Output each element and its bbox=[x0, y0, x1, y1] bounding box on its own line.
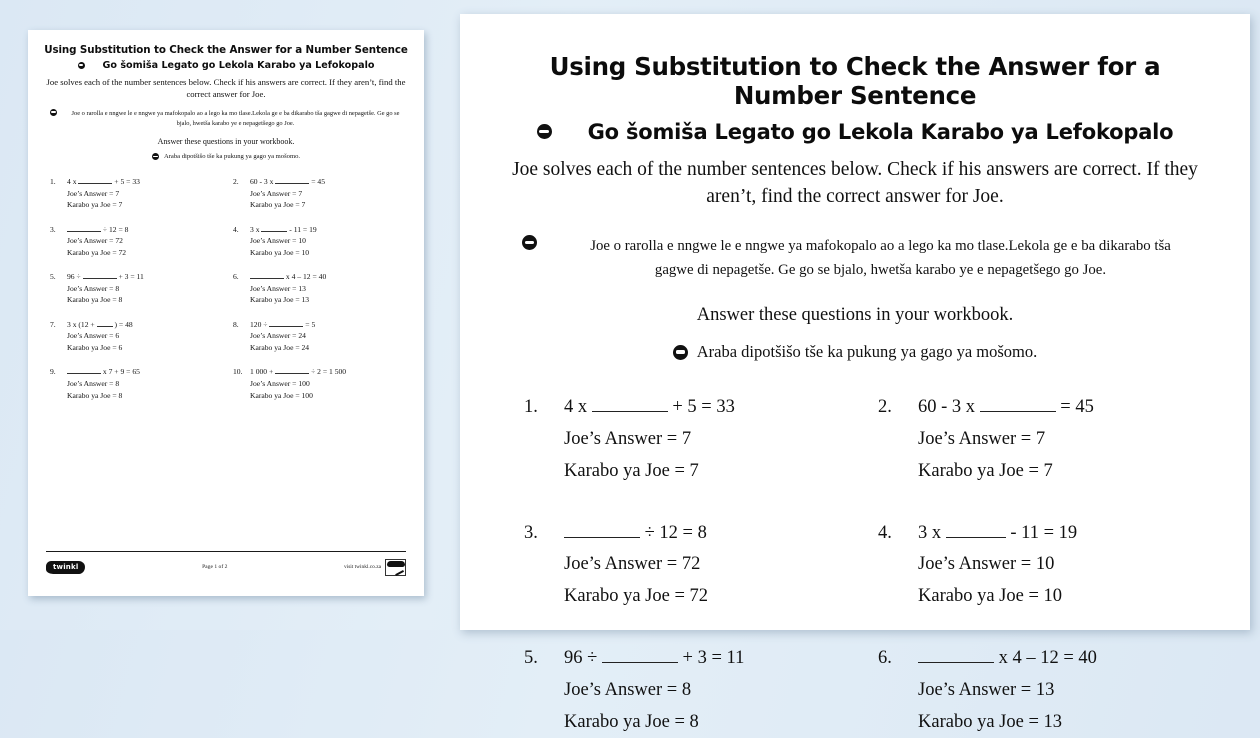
karabo-ya-joe-line: Karabo ya Joe = 13 bbox=[250, 295, 310, 305]
equation-right: + 3 = 11 bbox=[116, 272, 144, 282]
question-body bbox=[250, 224, 404, 259]
question-number: 4. bbox=[233, 224, 239, 234]
joes-answer-line: Joe’s Answer = 8 bbox=[564, 679, 692, 700]
joes-answer-line: Joe’s Answer = 8 bbox=[67, 379, 120, 389]
question-body bbox=[564, 643, 852, 738]
question-number: 2. bbox=[878, 397, 892, 418]
equation-left: 120 ÷ bbox=[250, 319, 270, 329]
question-body bbox=[918, 643, 1206, 738]
answer-blank[interactable] bbox=[83, 278, 117, 279]
question-item bbox=[233, 366, 404, 401]
page-title: Using Substitution to Check the Answer for a Number Sentence bbox=[549, 52, 1161, 111]
question-equation bbox=[250, 366, 404, 378]
workbook-instruction: Answer these questions in your workbook. bbox=[696, 305, 1014, 326]
thumbnail-footer-divider bbox=[46, 551, 406, 552]
question-item bbox=[50, 366, 221, 401]
equation-right: x 4 – 12 = 40 bbox=[994, 647, 1097, 668]
karabo-ya-joe-line: Karabo ya Joe = 24 bbox=[250, 342, 310, 352]
equation-left: 4 x bbox=[67, 177, 79, 187]
equation-right: ) = 48 bbox=[112, 319, 133, 329]
question-body bbox=[250, 319, 404, 354]
equation-right: x 7 + 9 = 65 bbox=[101, 367, 140, 377]
footer-url: visit twinkl.co.za bbox=[344, 564, 381, 570]
equation-left: 3 x (12 + bbox=[67, 319, 97, 329]
answer-blank[interactable] bbox=[97, 326, 113, 327]
question-body bbox=[564, 392, 852, 487]
thumbnail-araba-row bbox=[44, 153, 408, 160]
question-body bbox=[67, 366, 221, 401]
question-item bbox=[233, 271, 404, 306]
question-number: 1. bbox=[524, 397, 538, 418]
equation-right: + 5 = 33 bbox=[112, 177, 140, 187]
worksheet-main-page[interactable] bbox=[460, 14, 1250, 732]
equation-left: 4 x bbox=[564, 397, 592, 418]
joes-answer-line: Joe’s Answer = 7 bbox=[564, 428, 692, 449]
question-equation bbox=[67, 224, 221, 236]
question-body bbox=[918, 518, 1206, 613]
karabo-ya-joe-line: Karabo ya Joe = 7 bbox=[918, 460, 1053, 481]
joes-answer-line: Joe’s Answer = 10 bbox=[918, 554, 1055, 575]
question-item bbox=[878, 392, 1206, 487]
answer-blank[interactable] bbox=[261, 231, 287, 232]
twinkl-badge-icon bbox=[50, 109, 57, 116]
araba-row bbox=[498, 342, 1212, 362]
answer-blank[interactable] bbox=[592, 411, 668, 412]
question-body bbox=[250, 366, 404, 401]
equation-left: 96 ÷ bbox=[67, 272, 83, 282]
question-number: 9. bbox=[50, 367, 56, 377]
question-equation bbox=[67, 271, 221, 283]
karabo-ya-joe-line: Karabo ya Joe = 72 bbox=[564, 586, 708, 607]
question-equation bbox=[67, 176, 221, 188]
twinkl-badge-icon bbox=[537, 124, 552, 139]
twinkl-badge-icon bbox=[152, 153, 159, 160]
question-body bbox=[918, 392, 1206, 487]
question-item bbox=[50, 176, 221, 211]
thumbnail-footer bbox=[46, 554, 406, 580]
equation-right: = 5 bbox=[303, 319, 316, 329]
answer-blank[interactable] bbox=[67, 373, 101, 374]
question-item bbox=[524, 643, 852, 738]
answer-blank[interactable] bbox=[602, 662, 678, 663]
question-item bbox=[878, 518, 1206, 613]
question-number: 3. bbox=[524, 522, 538, 543]
question-number: 6. bbox=[233, 272, 239, 282]
thumbnail-workbook-instruction: Answer these questions in your workbook. bbox=[157, 137, 295, 147]
karabo-ya-joe-line: Karabo ya Joe = 10 bbox=[918, 586, 1062, 607]
question-number: 1. bbox=[50, 177, 56, 187]
karabo-ya-joe-line: Karabo ya Joe = 7 bbox=[67, 200, 123, 210]
karabo-ya-joe-line: Karabo ya Joe = 7 bbox=[250, 200, 306, 210]
joes-answer-line: Joe’s Answer = 72 bbox=[67, 236, 123, 246]
equation-right: ÷ 12 = 8 bbox=[640, 522, 707, 543]
question-equation bbox=[67, 366, 221, 378]
thumbnail-sepedi-text: Joe o rarolla e nngwe le e nngwe ya mafokopalo ao a lego ka mo tlase.Lekola ge e ba dikarabo tša gagwe di nepagetše. Ge go se bjalo, hwetša karabo ye e nepagetšego go Joe. bbox=[71, 109, 400, 127]
equation-right: ÷ 12 = 8 bbox=[101, 224, 129, 234]
question-equation bbox=[67, 319, 221, 331]
question-body bbox=[250, 176, 404, 211]
question-equation bbox=[918, 643, 1206, 675]
joes-answer-line: Joe’s Answer = 100 bbox=[250, 379, 310, 389]
equation-right: ÷ 2 = 1 500 bbox=[309, 367, 347, 377]
answer-blank[interactable] bbox=[564, 537, 640, 538]
joes-answer-line: Joe’s Answer = 13 bbox=[918, 679, 1055, 700]
answer-blank[interactable] bbox=[67, 231, 101, 232]
answer-blank[interactable] bbox=[980, 411, 1056, 412]
equation-right: - 11 = 19 bbox=[1005, 522, 1078, 543]
equation-left: 1 000 + bbox=[250, 367, 276, 377]
twinkl-mark-icon bbox=[385, 559, 406, 576]
thumbnail-subtitle-row bbox=[44, 60, 408, 71]
karabo-ya-joe-line: Karabo ya Joe = 13 bbox=[918, 711, 1062, 732]
answer-blank[interactable] bbox=[918, 662, 994, 663]
workbook-instruction-sepedi: Araba dipotšišo tše ka pukung ya gago ya mošomo. bbox=[696, 342, 1038, 362]
karabo-ya-joe-line: Karabo ya Joe = 6 bbox=[67, 342, 123, 352]
page-subtitle: Go šomiša Legato go Lekola Karabo ya Lefokopalo bbox=[587, 119, 1174, 144]
question-number: 7. bbox=[50, 319, 56, 329]
question-item bbox=[524, 518, 852, 613]
question-item bbox=[233, 224, 404, 259]
question-equation bbox=[250, 224, 404, 236]
answer-blank[interactable] bbox=[269, 326, 303, 327]
joes-answer-line: Joe’s Answer = 72 bbox=[564, 554, 701, 575]
footer-page-number: Page 1 of 2 bbox=[202, 564, 228, 570]
intro-text: Joe solves each of the number sentences below. Check if his answers are correct. If they aren’t, find the correct answer for Joe. bbox=[512, 158, 1198, 208]
question-equation bbox=[250, 176, 404, 188]
question-number: 5. bbox=[50, 272, 56, 282]
karabo-ya-joe-line: Karabo ya Joe = 100 bbox=[250, 390, 313, 400]
equation-left: 3 x bbox=[250, 224, 262, 234]
sepedi-intro-text: Joe o rarolla e nngwe le e nngwe ya mafokopalo ao a lego ka mo tlase.Lekola ge e ba dikarabo tša gagwe di nepagetše. Ge go se bjalo, hwetša karabo ye e nepagetšego go Joe. bbox=[590, 238, 1171, 279]
question-equation bbox=[250, 271, 404, 283]
question-item bbox=[233, 176, 404, 211]
joes-answer-line: Joe’s Answer = 7 bbox=[918, 428, 1046, 449]
joes-answer-line: Joe’s Answer = 7 bbox=[67, 188, 120, 198]
sepedi-row bbox=[498, 235, 1212, 283]
joes-answer-line: Joe’s Answer = 8 bbox=[67, 283, 120, 293]
question-item bbox=[878, 643, 1206, 738]
question-body bbox=[250, 271, 404, 306]
question-equation bbox=[564, 392, 852, 424]
twinkl-badge-icon bbox=[78, 62, 85, 69]
question-item bbox=[233, 319, 404, 354]
question-number: 6. bbox=[878, 647, 892, 668]
answer-blank[interactable] bbox=[275, 373, 309, 374]
answer-blank[interactable] bbox=[250, 278, 284, 279]
thumbnail-sepedi-row bbox=[44, 109, 408, 128]
question-body bbox=[564, 518, 852, 613]
twinkl-badge-icon bbox=[522, 235, 537, 250]
karabo-ya-joe-line: Karabo ya Joe = 10 bbox=[250, 247, 310, 257]
thumbnail-subtitle: Go šomiša Legato go Lekola Karabo ya Lefokopalo bbox=[102, 59, 375, 71]
question-number: 10. bbox=[233, 367, 243, 377]
question-number: 4. bbox=[878, 522, 892, 543]
karabo-ya-joe-line: Karabo ya Joe = 8 bbox=[67, 295, 123, 305]
equation-left: 60 - 3 x bbox=[918, 397, 980, 418]
thumbnail-question-list bbox=[44, 176, 408, 401]
question-number: 3. bbox=[50, 224, 56, 234]
joes-answer-line: Joe’s Answer = 7 bbox=[250, 188, 303, 198]
equation-left: 3 x bbox=[918, 522, 946, 543]
question-item bbox=[50, 319, 221, 354]
question-number: 2. bbox=[233, 177, 239, 187]
joes-answer-line: Joe’s Answer = 13 bbox=[250, 283, 306, 293]
question-equation bbox=[918, 392, 1206, 424]
answer-blank[interactable] bbox=[78, 183, 112, 184]
karabo-ya-joe-line: Karabo ya Joe = 7 bbox=[564, 460, 699, 481]
karabo-ya-joe-line: Karabo ya Joe = 8 bbox=[564, 711, 699, 732]
equation-right: x 4 – 12 = 40 bbox=[284, 272, 327, 282]
thumbnail-intro-text: Joe solves each of the number sentences below. Check if his answers are correct. If they aren’t, find the correct answer for Joe. bbox=[46, 76, 406, 99]
worksheet-thumbnail-page[interactable] bbox=[28, 30, 424, 596]
equation-right: - 11 = 19 bbox=[287, 224, 317, 234]
question-equation bbox=[250, 319, 404, 331]
question-equation bbox=[918, 518, 1206, 550]
footer-url-group bbox=[344, 559, 406, 576]
question-body bbox=[67, 176, 221, 211]
joes-answer-line: Joe’s Answer = 10 bbox=[250, 236, 306, 246]
question-item bbox=[50, 271, 221, 306]
question-equation bbox=[564, 518, 852, 550]
equation-right: + 3 = 11 bbox=[677, 647, 745, 668]
equation-left: 60 - 3 x bbox=[250, 177, 276, 187]
karabo-ya-joe-line: Karabo ya Joe = 72 bbox=[67, 247, 127, 257]
equation-right: + 5 = 33 bbox=[667, 397, 735, 418]
question-list bbox=[498, 392, 1212, 738]
question-item bbox=[50, 224, 221, 259]
thumbnail-workbook-instruction-sepedi: Araba dipotšišo tše ka pukung ya gago ya mošomo. bbox=[163, 153, 301, 161]
joes-answer-line: Joe’s Answer = 24 bbox=[250, 331, 306, 341]
question-number: 5. bbox=[524, 647, 538, 668]
joes-answer-line: Joe’s Answer = 6 bbox=[67, 331, 120, 341]
question-number: 8. bbox=[233, 319, 239, 329]
karabo-ya-joe-line: Karabo ya Joe = 8 bbox=[67, 390, 123, 400]
subtitle-row bbox=[498, 120, 1212, 144]
thumbnail-page-title: Using Substitution to Check the Answer for a Number Sentence bbox=[44, 44, 408, 56]
equation-left: 96 ÷ bbox=[564, 647, 602, 668]
twinkl-badge-icon bbox=[673, 345, 688, 360]
equation-right: = 45 bbox=[1055, 397, 1094, 418]
equation-right: = 45 bbox=[309, 177, 325, 187]
question-body bbox=[67, 224, 221, 259]
answer-blank[interactable] bbox=[275, 183, 309, 184]
question-item bbox=[524, 392, 852, 487]
answer-blank[interactable] bbox=[946, 537, 1006, 538]
twinkl-logo: twinkl bbox=[46, 561, 85, 574]
question-body bbox=[67, 271, 221, 306]
question-equation bbox=[564, 643, 852, 675]
question-body bbox=[67, 319, 221, 354]
